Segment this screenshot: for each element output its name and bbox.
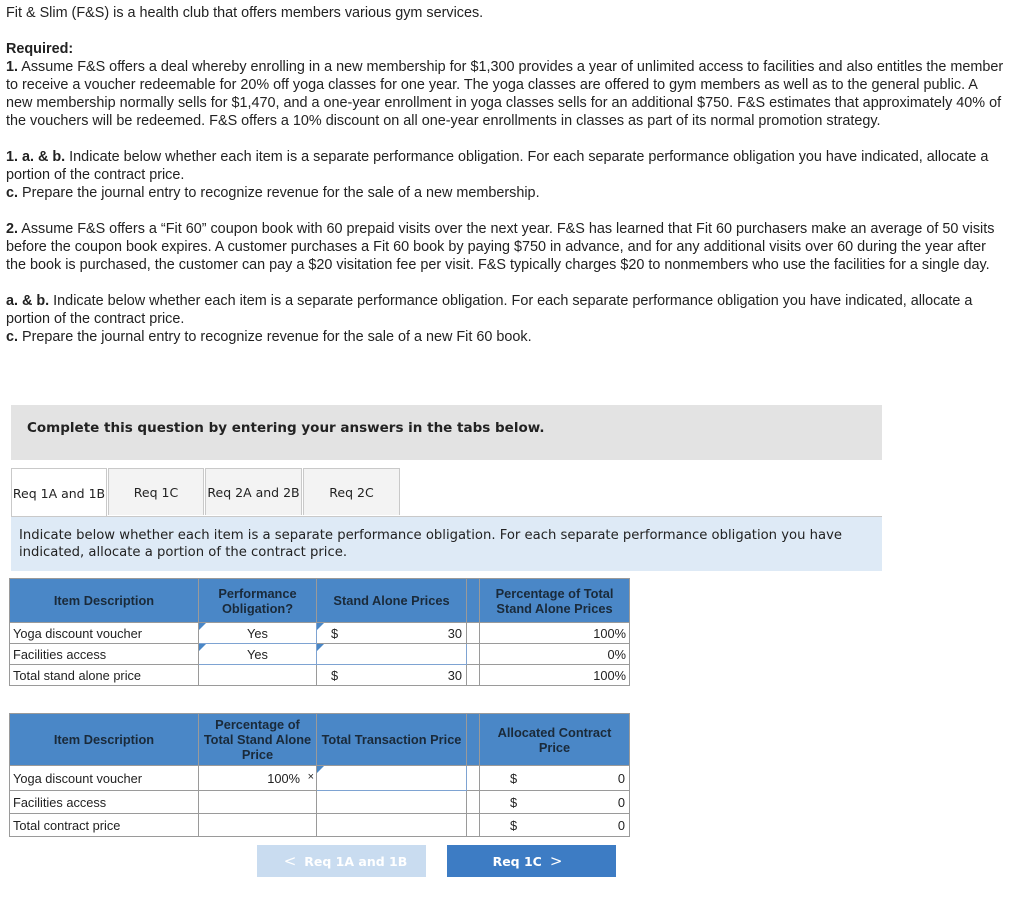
header-allocated-contract-price: Allocated Contract Price: [480, 714, 630, 766]
allocated-total: [480, 814, 630, 837]
header-item-description: Item Description: [10, 714, 199, 766]
pct-total: 100%: [480, 665, 630, 686]
allocation-table: [9, 713, 630, 837]
transaction-price-empty: [317, 791, 467, 814]
banner-text: Complete this question by entering your answers in the tabs below.: [27, 420, 545, 436]
currency-symbol: $: [510, 771, 518, 786]
allocated-facilities: [480, 791, 630, 814]
header-total-transaction-price: Total Transaction Price: [317, 714, 467, 766]
instructions-banner: [11, 405, 882, 460]
pct-facilities: [199, 791, 317, 814]
tab-req-1c[interactable]: Req 1C: [108, 468, 204, 515]
header-percentage-total: Percentage of Total Stand Alone Prices: [480, 579, 630, 623]
item-yoga-voucher: Yoga discount voucher: [10, 623, 199, 644]
tab-instruction: [11, 517, 882, 571]
allocated-yoga: [480, 766, 630, 791]
next-button[interactable]: [447, 845, 616, 877]
currency-symbol: $: [510, 818, 518, 833]
spacer-cell: [467, 766, 480, 791]
tab-req-1a-1b[interactable]: Req 1A and 1B: [11, 468, 107, 517]
table-row: [10, 665, 630, 686]
header-spacer: [467, 714, 480, 766]
transaction-price-input[interactable]: [317, 766, 467, 791]
allocated-value: 0: [617, 771, 625, 786]
currency-symbol: $: [331, 668, 339, 683]
pct-yoga: 100% ×: [199, 766, 317, 791]
currency-symbol: $: [331, 626, 339, 641]
spacer-cell: [467, 623, 480, 644]
table-row: [10, 766, 630, 791]
item-total-contract: Total contract price: [10, 814, 199, 837]
spacer-cell: [467, 665, 480, 686]
item-total-stand-alone: Total stand alone price: [10, 665, 199, 686]
table-row: [10, 791, 630, 814]
pct-yoga: 100%: [480, 623, 630, 644]
table-row: [10, 814, 630, 837]
price-total-value: 30: [447, 668, 462, 683]
header-performance-obligation: Performance Obligation?: [199, 579, 317, 623]
item-facilities: Facilities access: [10, 644, 199, 665]
pct-total: [199, 814, 317, 837]
header-item-description: Item Description: [10, 579, 199, 623]
header-spacer: [467, 579, 480, 623]
transaction-total-empty: [317, 814, 467, 837]
required-label: Required:: [6, 41, 74, 57]
table-row: [10, 623, 630, 644]
next-button-label: Req 1C: [492, 853, 542, 869]
price-total: [317, 665, 467, 686]
prev-button-label: Req 1A and 1B: [304, 853, 408, 869]
spacer-cell: [467, 644, 480, 665]
chevron-left-icon: <: [283, 852, 297, 870]
item-yoga-voucher: Yoga discount voucher: [10, 766, 199, 791]
req1c-paragraph: c. Prepare the journal entry to recognize revenue for the sale of a new membership.: [6, 185, 540, 201]
spacer-cell: [467, 814, 480, 837]
pct-facilities: 0%: [480, 644, 630, 665]
currency-symbol: $: [510, 795, 518, 810]
header-stand-alone-prices: Stand Alone Prices: [317, 579, 467, 623]
req1ab-paragraph: 1. a. & b. Indicate below whether each item is a separate performance obligation. For each separate performance obligation you have indicated, allocate a portion of the contract price.: [6, 149, 989, 183]
price-value: 30: [447, 626, 462, 641]
chevron-right-icon: >: [549, 852, 563, 870]
item-facilities: Facilities access: [10, 791, 199, 814]
header-percentage-total: Percentage of Total Stand Alone Price: [199, 714, 317, 766]
allocated-value: 0: [617, 795, 625, 810]
spacer-cell: [467, 791, 480, 814]
price-input-facilities[interactable]: [317, 644, 467, 665]
instruction-text: Indicate below whether each item is a separate performance obligation. For each separate performance obligation you have indicated, allocate a portion of the contract price.: [19, 528, 843, 560]
tab-req-2c[interactable]: Req 2C: [303, 468, 400, 515]
performance-obligation-table: [9, 578, 630, 686]
problem-text: [6, 4, 1006, 346]
intro-text: Fit & Slim (F&S) is a health club that offers members various gym services.: [6, 5, 484, 21]
prev-button[interactable]: [257, 845, 426, 877]
req2-paragraph: 2. Assume F&S offers a “Fit 60” coupon book with 60 prepaid visits over the next year. F&S has learned that Fit 60 purchasers make an average of 50 visits before the coupon book expires. A customer purchases a Fit 60 book by paying $750 in advance, and for any additional visits over 60 during the year after the book is purchased, the customer can pay a $20 visitation fee per visit. F&S typically charges $20 to nonmembers who use the facilities for a single day.: [6, 221, 995, 273]
allocated-value: 0: [617, 818, 625, 833]
po-select-yoga[interactable]: Yes: [199, 623, 317, 644]
multiply-icon: ×: [307, 771, 314, 783]
req2ab-paragraph: a. & b. Indicate below whether each item is a separate performance obligation. For each separate performance obligation you have indicated, allocate a portion of the contract price.: [6, 293, 973, 327]
po-select-facilities[interactable]: Yes: [199, 644, 317, 665]
tab-req-2a-2b[interactable]: Req 2A and 2B: [205, 468, 302, 515]
po-total-empty: [199, 665, 317, 686]
req1-paragraph: 1. Assume F&S offers a deal whereby enrolling in a new membership for $1,300 provides a year of unlimited access to facilities and also entitles the member to receive a voucher redeemable for 20% off yoga classes for one year. The yoga classes are offered to gym members as well as to the general public. A new membership normally sells for $1,470, and a one-year enrollment in yoga classes sells for an additional $750. F&S estimates that approximately 40% of the vouchers will be redeemed. F&S offers a 10% discount on all one-year enrollments in classes as part of its normal promotion strategy.: [6, 59, 1004, 129]
price-input-yoga[interactable]: [317, 623, 467, 644]
req2c-paragraph: c. Prepare the journal entry to recognize revenue for the sale of a new Fit 60 book.: [6, 329, 532, 345]
table-row: [10, 644, 630, 665]
